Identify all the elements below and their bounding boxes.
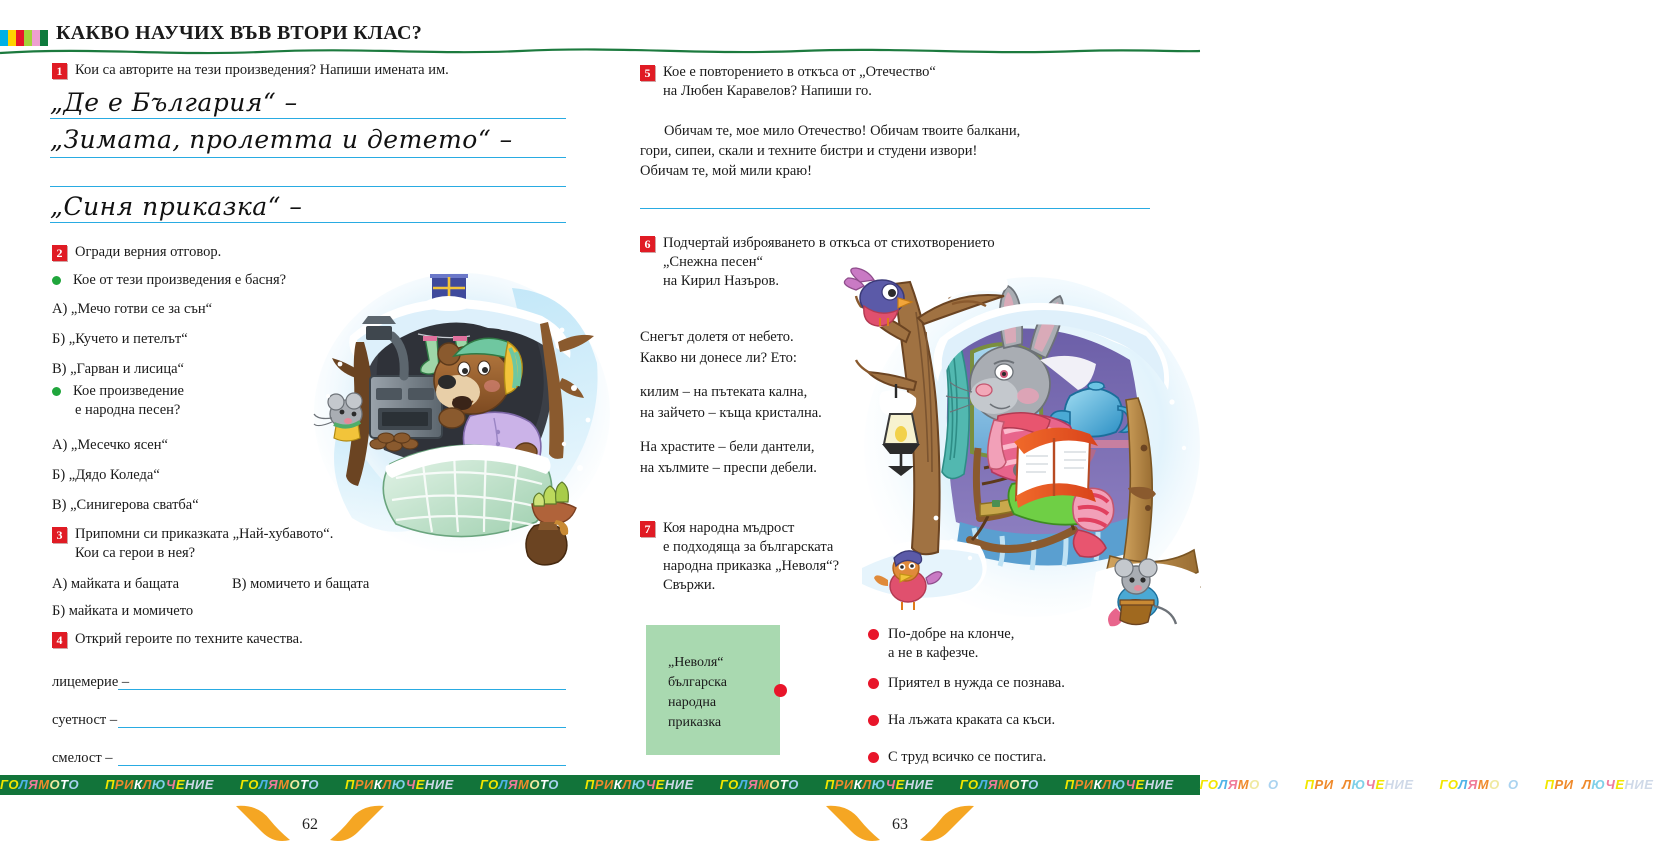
exercise-7-question-line3: народна приказка „Неволя“? [663,558,840,575]
footer-letter: Е [655,777,665,792]
footer-letter: Г [1199,777,1208,792]
trait-line-1[interactable] [118,689,566,690]
footer-letter: Г [479,777,489,792]
sub1-prompt-text: Кое от тези произведения е басня? [73,272,287,289]
trait-label-1: лицемерие – [52,674,130,690]
handwritten-title-1: „Де е България“ – [50,88,298,117]
poem-line: Какво ни донесе ли? Ето: [640,349,797,366]
card-line-1: „Неволя“ [668,655,724,670]
answer-line-2 [50,157,566,158]
footer-letter: Т [540,777,549,792]
exercise-3-badge: 3 [52,527,67,543]
footer-letter: Р [834,777,844,792]
exercise-4 [52,630,432,649]
page-title: КАКВО НАУЧИХ ВЪВ ВТОРИ КЛАС? [56,22,423,44]
footer-letter: И [603,777,614,792]
proverb-3[interactable] [868,711,1168,730]
card-line-3: народна [668,695,717,710]
footer-letter: И [1563,777,1574,792]
poem-line: Снегът долетя от небето. [640,329,794,345]
footer-letter: О [788,777,799,792]
option-b-2[interactable]: Б) „Дядо Коледа“ [52,467,160,483]
handwritten-title-2: „Зимата, пролетта и детето“ – [50,125,513,154]
passage-line-1: Обичам те, мое мило Отечество! Обичам твоите балкани, [664,123,1021,139]
exercise-2-sub2-prompt [52,382,282,420]
exercise-7-question-line4: Свържи. [663,577,716,594]
footer-letter: К [613,777,623,792]
right-page-number: 63 [892,816,908,833]
footer-letter: О [1028,777,1039,792]
footer-letter: Р [1074,777,1084,792]
footer-letter: Г [0,777,9,792]
card-line-4: приказка [668,715,722,730]
option-v-1[interactable]: В) „Гарван и лисица“ [52,361,184,377]
footer-letter: Р [114,777,125,792]
exercise-2-sub1-prompt [52,271,352,290]
footer-letter: Л [498,777,509,792]
footer-letter: О [548,777,559,792]
footer-letter: Н [1384,777,1395,792]
footer-letter: Е [924,777,934,792]
footer-letter: Т [1019,777,1029,792]
answer-line-3 [50,186,566,187]
footer-letter: Ч [885,777,896,792]
exercise-6-badge: 6 [640,236,655,252]
footer-letter: Г [239,777,249,792]
exercise-2-badge: 2 [52,245,67,261]
exercise-4-question: Открий героите по техните качества. [75,631,303,648]
footer-letter: Е [1404,777,1414,792]
footer-letter: М [38,777,50,792]
footer-letter: Р [1314,777,1324,792]
footer-letter: О [1447,777,1459,792]
green-bullet-icon [52,276,61,285]
footer-letter: П [584,777,595,792]
footer-letter: О [1009,777,1020,792]
option-v-2[interactable]: В) „Синигерова сватба“ [52,497,199,513]
footer-letter: И [1634,777,1645,792]
exercise-4-badge: 4 [52,632,67,648]
footer-letter: Ю [151,777,167,792]
left-page-number: 62 [302,816,318,833]
red-bullet-icon [868,752,879,763]
poem-line: на зайчето – къща кристална. [640,404,822,421]
footer-letter: Е [444,777,454,792]
passage-line-3: Обичам те, мой мили краю! [640,163,812,179]
header-divider [0,44,1200,58]
bear-in-cave-illustration [312,268,612,568]
proverb-2[interactable] [868,674,1168,693]
exercise-5-passage [640,121,1150,181]
footer-letter: И [1154,777,1165,792]
footer-letter: О [308,777,319,792]
exercise-1-question: Кои са авторите на тези произведения? Напиши имената им. [75,62,449,79]
option-b-1[interactable]: Б) „Кучето и петелът“ [52,331,188,347]
exercise-2-question: Огради верния отговор. [75,244,222,261]
exercise-3-question-line2: Кои са герои в нея? [75,545,196,562]
footer-letter: Я [268,777,279,792]
footer-letter: О [529,777,540,792]
exercise-5-badge: 5 [640,65,655,81]
footer-letter: К [1573,777,1582,792]
footer-letter: О [49,777,61,792]
footer-letter: К [1333,777,1343,792]
footer-letter: М [1237,777,1250,792]
proverb-4[interactable] [868,748,1168,767]
footer-letter: Ч [1605,777,1616,792]
footer-letter: Е [1615,777,1625,792]
exercise-5-divider [640,208,1150,209]
exercise-5 [640,63,1140,101]
exercise-1 [52,61,572,80]
footer-letter: Л [258,777,269,792]
exercise-3-option-b[interactable]: Б) майката и момичето [52,603,194,619]
footer-letter: Н [424,777,435,792]
footer-letter: Е [1375,777,1385,792]
footer-letter: О [968,777,979,792]
footer-letter: Е [175,777,185,792]
footer-letter: К [853,777,863,792]
footer-letter: Ч [1125,777,1136,792]
footer-letter: П [1544,777,1555,792]
footer-letter: О [769,777,780,792]
sub2-prompt-line1: Кое произведение [73,383,184,400]
exercise-7-badge: 7 [640,521,655,537]
footer-letter: П [105,777,115,792]
footer-letter: П [1064,777,1075,792]
footer-letter: Т [60,777,69,792]
exercise-7-question-line1: Коя народна мъдрост [663,520,795,537]
footer-letter: К [1093,777,1103,792]
footer-letter: П [824,777,835,792]
red-bullet-icon [868,715,879,726]
exercise-5-question-line1: Кое е повторението в откъса от „Отечество“ [663,64,936,81]
footer-letter: Г [959,777,968,792]
footer-letter: Ю [631,777,646,792]
footer-letter: М [757,777,770,792]
exercise-1-badge: 1 [52,63,67,79]
option-a-1[interactable]: А) „Мечо готви се за сън“ [52,301,213,317]
handwritten-title-3: „Синя приказка“ – [50,192,303,221]
answer-line-1 [50,118,566,119]
footer-letter: М [997,777,1010,792]
footer-letter: О [1249,777,1260,792]
exercise-2 [52,243,352,262]
footer-letter: Л [738,777,748,792]
footer-letter: Л [382,777,392,792]
proverb-2-line1: Приятел в нужда се познава. [888,675,1065,691]
poem-line: На храстите – бели дантели, [640,439,815,455]
footer-letter: Л [1342,777,1352,792]
footer-letter: И [364,777,374,792]
proverb-4-line1: С труд всичко се постига. [888,749,1047,765]
exercise-6-question-line3: на Кирил Назъров. [663,273,779,290]
proverb-3-line1: На лъжата краката са къси. [888,712,1056,728]
footer-letter: Т [779,777,789,792]
footer-letter: Г [719,777,729,792]
footer-letter: Л [1581,777,1592,792]
footer-letter: Н [185,777,195,792]
footer-letter: И [1083,777,1094,792]
footer-letter: Ч [1365,777,1376,792]
exercise-3-option-a[interactable]: А) майката и бащата [52,576,180,592]
footer-letter: О [289,777,301,792]
footer-letter: Р [1554,777,1564,792]
trait-line-3[interactable] [118,765,566,766]
footer-letter: Е [1135,777,1145,792]
footer-letter: И [434,777,445,792]
exercise-6-question-line1: Подчертай изброяването в откъса от стихотворението [663,235,995,252]
footer-letter: Я [28,777,39,792]
footer-letter: О [248,777,259,792]
footer-letter: П [344,777,355,792]
footer-letter: Н [664,777,675,792]
footer-letter: К [373,777,383,792]
footer-letter: Я [508,777,519,792]
footer-letter: Н [904,777,915,792]
footer-letter: Н [1624,777,1635,792]
footer-letter: И [914,777,925,792]
footer-letter: Л [1218,777,1228,792]
footer-letter: Е [1164,777,1174,792]
footer-letter: Ю [871,777,886,792]
footer-letter: Ч [166,777,176,792]
footer-letter: Я [1227,777,1238,792]
proverb-1-line2: а не в кафезче. [888,645,979,661]
footer-letter: Ю [391,777,407,792]
footer-letter: О [488,777,499,792]
footer-letter: Т [1499,777,1508,792]
footer-strip [0,775,1679,795]
footer-letter: Е [684,777,694,792]
footer-letter: Е [204,777,214,792]
exercise-3-option-v[interactable]: В) момичето и бащата [232,576,370,592]
footer-letter: И [1394,777,1405,792]
exercise-5-question-line2: на Любен Каравелов? Напиши го. [663,83,872,100]
footer-letter: Л [978,777,988,792]
footer-letter: Н [1144,777,1155,792]
exercise-6-question-line2: „Снежна песен“ [663,254,763,271]
poem-line: килим – на пътеката кална, [640,384,808,400]
rabbit-reading-illustration [852,272,1200,632]
footer-letter: Р [594,777,604,792]
footer-letter: М [1477,777,1490,792]
passage-line-2: гори, сипеи, скали и техните бистри и студени извори! [640,143,978,159]
footer-letter: Я [987,777,998,792]
proverb-1-line1: По-добре на клонче, [888,626,1015,642]
footer-letter: И [194,777,205,792]
footer-letter: Е [415,777,425,792]
green-bullet-icon [52,387,61,396]
footer-letter: М [278,777,290,792]
match-card-nevolya[interactable] [646,625,780,755]
footer-letter: Л [1102,777,1112,792]
poem-line: на хълмите – преспи дебели. [640,459,817,476]
trait-label-2: суетност – [52,712,118,728]
footer-letter: Е [895,777,905,792]
footer-letter: О [8,777,19,792]
footer-letter: Ч [645,777,656,792]
footer-letter: Л [862,777,872,792]
answer-line-4 [50,222,566,223]
card-line-2: българска [668,675,727,690]
trait-label-3: смелост – [52,750,113,766]
trait-line-2[interactable] [118,727,566,728]
footer-letter: П [1304,777,1315,792]
footer-letter: О [68,777,80,792]
footer-letter: Я [747,777,758,792]
footer-letter: И [843,777,854,792]
footer-letter: Т [1259,777,1269,792]
footer-letter: Р [354,777,365,792]
footer-letter: М [518,777,530,792]
footer-letter: Ю [1591,777,1606,792]
footer-letter: И [674,777,685,792]
footer-letter: Г [1439,777,1448,792]
footer-letter: Л [622,777,632,792]
footer-letter: К [133,777,143,792]
footer-letter: И [1323,777,1334,792]
footer-letter: О [1507,777,1519,792]
exercise-7-question-line2: е подходяща за българската [663,539,834,556]
footer-letter: Л [142,777,152,792]
sub2-prompt-line2: е народна песен? [75,402,181,419]
footer-letter: О [1489,777,1500,792]
option-a-2[interactable]: А) „Месечко ясен“ [52,437,168,453]
exercise-3-question-line1: Припомни си приказката „Най-хубавото“. [75,526,334,543]
footer-letter: Л [1458,777,1468,792]
footer-letter: Ч [406,777,416,792]
red-bullet-icon [868,678,879,689]
footer-letter: Т [300,777,309,792]
footer-letter: О [728,777,739,792]
footer-letter: Ю [1111,777,1126,792]
footer-letter: Я [1467,777,1478,792]
footer-letter: Е [1644,777,1654,792]
match-dot-source[interactable] [774,684,787,697]
footer-letter: Ю [1351,777,1366,792]
footer-letter: Л [18,777,29,792]
footer-letter: И [124,777,134,792]
footer-letter: О [1268,777,1279,792]
footer-decorative-band [0,775,1654,795]
footer-letter: О [1207,777,1219,792]
